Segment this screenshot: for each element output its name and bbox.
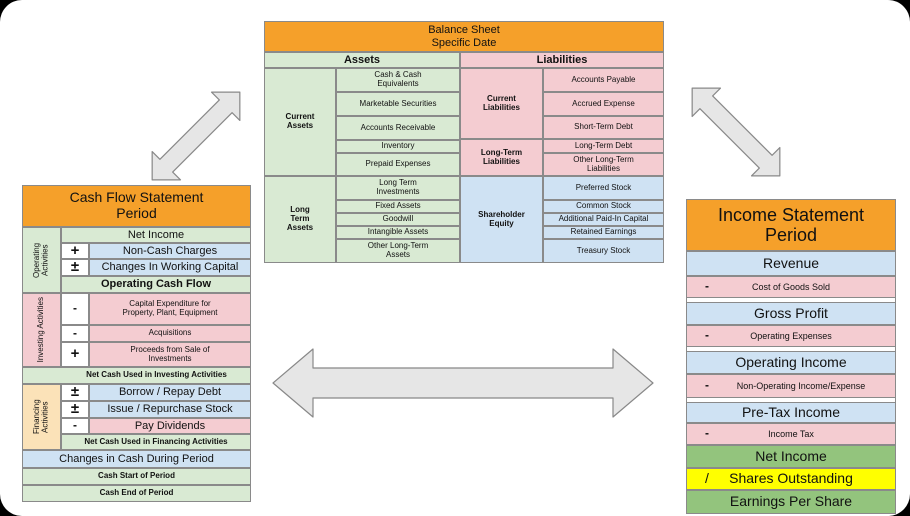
is-tax-label: Income Tax: [768, 428, 814, 439]
equity-item: Preferred Stock: [543, 176, 664, 200]
cf-acquisitions: Acquisitions: [89, 325, 251, 342]
asset-item: Intangible Assets: [336, 226, 460, 239]
minus-icon: -: [705, 279, 709, 293]
asset-item: Long Term Investments: [336, 176, 460, 200]
balance-sheet-header: [264, 21, 664, 52]
income-statement-title: Income Statement: [717, 204, 865, 225]
long-term-liabilities-label: Long-Term Liabilities: [460, 139, 543, 176]
is-gross-profit: Gross Profit: [686, 302, 896, 325]
is-tax-row: [686, 423, 896, 445]
equity-item: Additional Paid-In Capital: [543, 213, 664, 226]
is-eps: Earnings Per Share: [686, 490, 896, 514]
is-shares-row: [686, 468, 896, 490]
operating-activities-label: Operating Activities: [22, 227, 61, 293]
equity-item: Common Stock: [543, 200, 664, 213]
is-net-income: Net Income: [686, 445, 896, 468]
plus-minus-icon: ±: [61, 384, 89, 401]
minus-icon: -: [705, 378, 709, 392]
minus-icon: -: [705, 328, 709, 342]
plus-icon: +: [61, 243, 89, 259]
cf-issue-repurchase: Issue / Repurchase Stock: [89, 401, 251, 418]
is-nonop-row: [686, 374, 896, 398]
is-nonop-label: Non-Operating Income/Expense: [736, 380, 866, 391]
income-statement-subtitle: Period: [764, 225, 818, 245]
cf-capex: Capital Expenditure for Property, Plant, Equipment: [89, 293, 251, 325]
double-arrow-icon: [273, 349, 653, 417]
is-pretax-income: Pre-Tax Income: [686, 402, 896, 423]
current-assets-label: Current Assets: [264, 68, 336, 176]
cash-flow-header: [22, 185, 251, 227]
long-term-assets-label: Long Term Assets: [264, 176, 336, 263]
asset-item: Marketable Securities: [336, 92, 460, 116]
cf-pay-dividends: Pay Dividends: [89, 418, 251, 434]
cf-cash-end: Cash End of Period: [22, 485, 251, 502]
cf-operating-cash-flow: Operating Cash Flow: [61, 276, 251, 293]
cf-net-income: Net Income: [61, 227, 251, 243]
cf-borrow-repay: Borrow / Repay Debt: [89, 384, 251, 401]
asset-item: Prepaid Expenses: [336, 153, 460, 176]
is-cogs-label: Cost of Goods Sold: [751, 281, 831, 292]
is-shares-label: Shares Outstanding: [729, 470, 853, 487]
cash-flow-title: Cash Flow Statement: [69, 189, 204, 206]
cf-non-cash-charges: Non-Cash Charges: [89, 243, 251, 259]
cf-investing-total: Net Cash Used in Investing Activities: [22, 367, 251, 384]
assets-header: Assets: [264, 52, 460, 68]
shareholder-equity-label: Shareholder Equity: [460, 176, 543, 263]
liability-item: Accounts Payable: [543, 68, 664, 92]
equity-item: Retained Earnings: [543, 226, 664, 239]
asset-item: Other Long-Term Assets: [336, 239, 460, 263]
financing-activities-label: Financing Activities: [22, 384, 61, 450]
is-operating-income: Operating Income: [686, 351, 896, 374]
investing-activities-label: Investing Activities: [22, 293, 61, 367]
asset-item: Fixed Assets: [336, 200, 460, 213]
cf-financing-total: Net Cash Used in Financing Activities: [61, 434, 251, 450]
is-opex-label: Operating Expenses: [750, 330, 832, 341]
is-revenue: Revenue: [686, 251, 896, 276]
cf-proceeds: Proceeds from Sale of Investments: [89, 342, 251, 367]
current-liabilities-label: Current Liabilities: [460, 68, 543, 139]
liability-item: Short-Term Debt: [543, 116, 664, 139]
liability-item: Accrued Expense: [543, 92, 664, 116]
cash-flow-subtitle: Period: [116, 205, 157, 221]
divide-icon: /: [705, 470, 709, 486]
double-arrow-icon: [138, 78, 254, 194]
minus-icon: -: [61, 293, 89, 325]
balance-sheet-subtitle: Specific Date: [431, 36, 497, 49]
plus-minus-icon: ±: [61, 259, 89, 276]
plus-icon: +: [61, 342, 89, 367]
liability-item: Long-Term Debt: [543, 139, 664, 153]
is-opex-row: [686, 325, 896, 347]
liability-item: Other Long-Term Liabilities: [543, 153, 664, 176]
asset-item: Goodwill: [336, 213, 460, 226]
minus-icon: -: [61, 418, 89, 434]
liabilities-header: Liabilities: [460, 52, 664, 68]
plus-minus-icon: ±: [61, 401, 89, 418]
cf-working-capital: Changes In Working Capital: [89, 259, 251, 276]
balance-sheet-title: Balance Sheet: [428, 24, 500, 37]
income-statement-header: [686, 199, 896, 251]
minus-icon: -: [705, 426, 709, 440]
is-cogs-row: [686, 276, 896, 298]
asset-item: Inventory: [336, 140, 460, 153]
minus-icon: -: [61, 325, 89, 342]
equity-item: Treasury Stock: [543, 239, 664, 263]
cf-cash-start: Cash Start of Period: [22, 468, 251, 485]
double-arrow-icon: [678, 74, 794, 190]
cf-changes-in-cash: Changes in Cash During Period: [22, 450, 251, 468]
asset-item: Cash & Cash Equivalents: [336, 68, 460, 92]
asset-item: Accounts Receivable: [336, 116, 460, 140]
